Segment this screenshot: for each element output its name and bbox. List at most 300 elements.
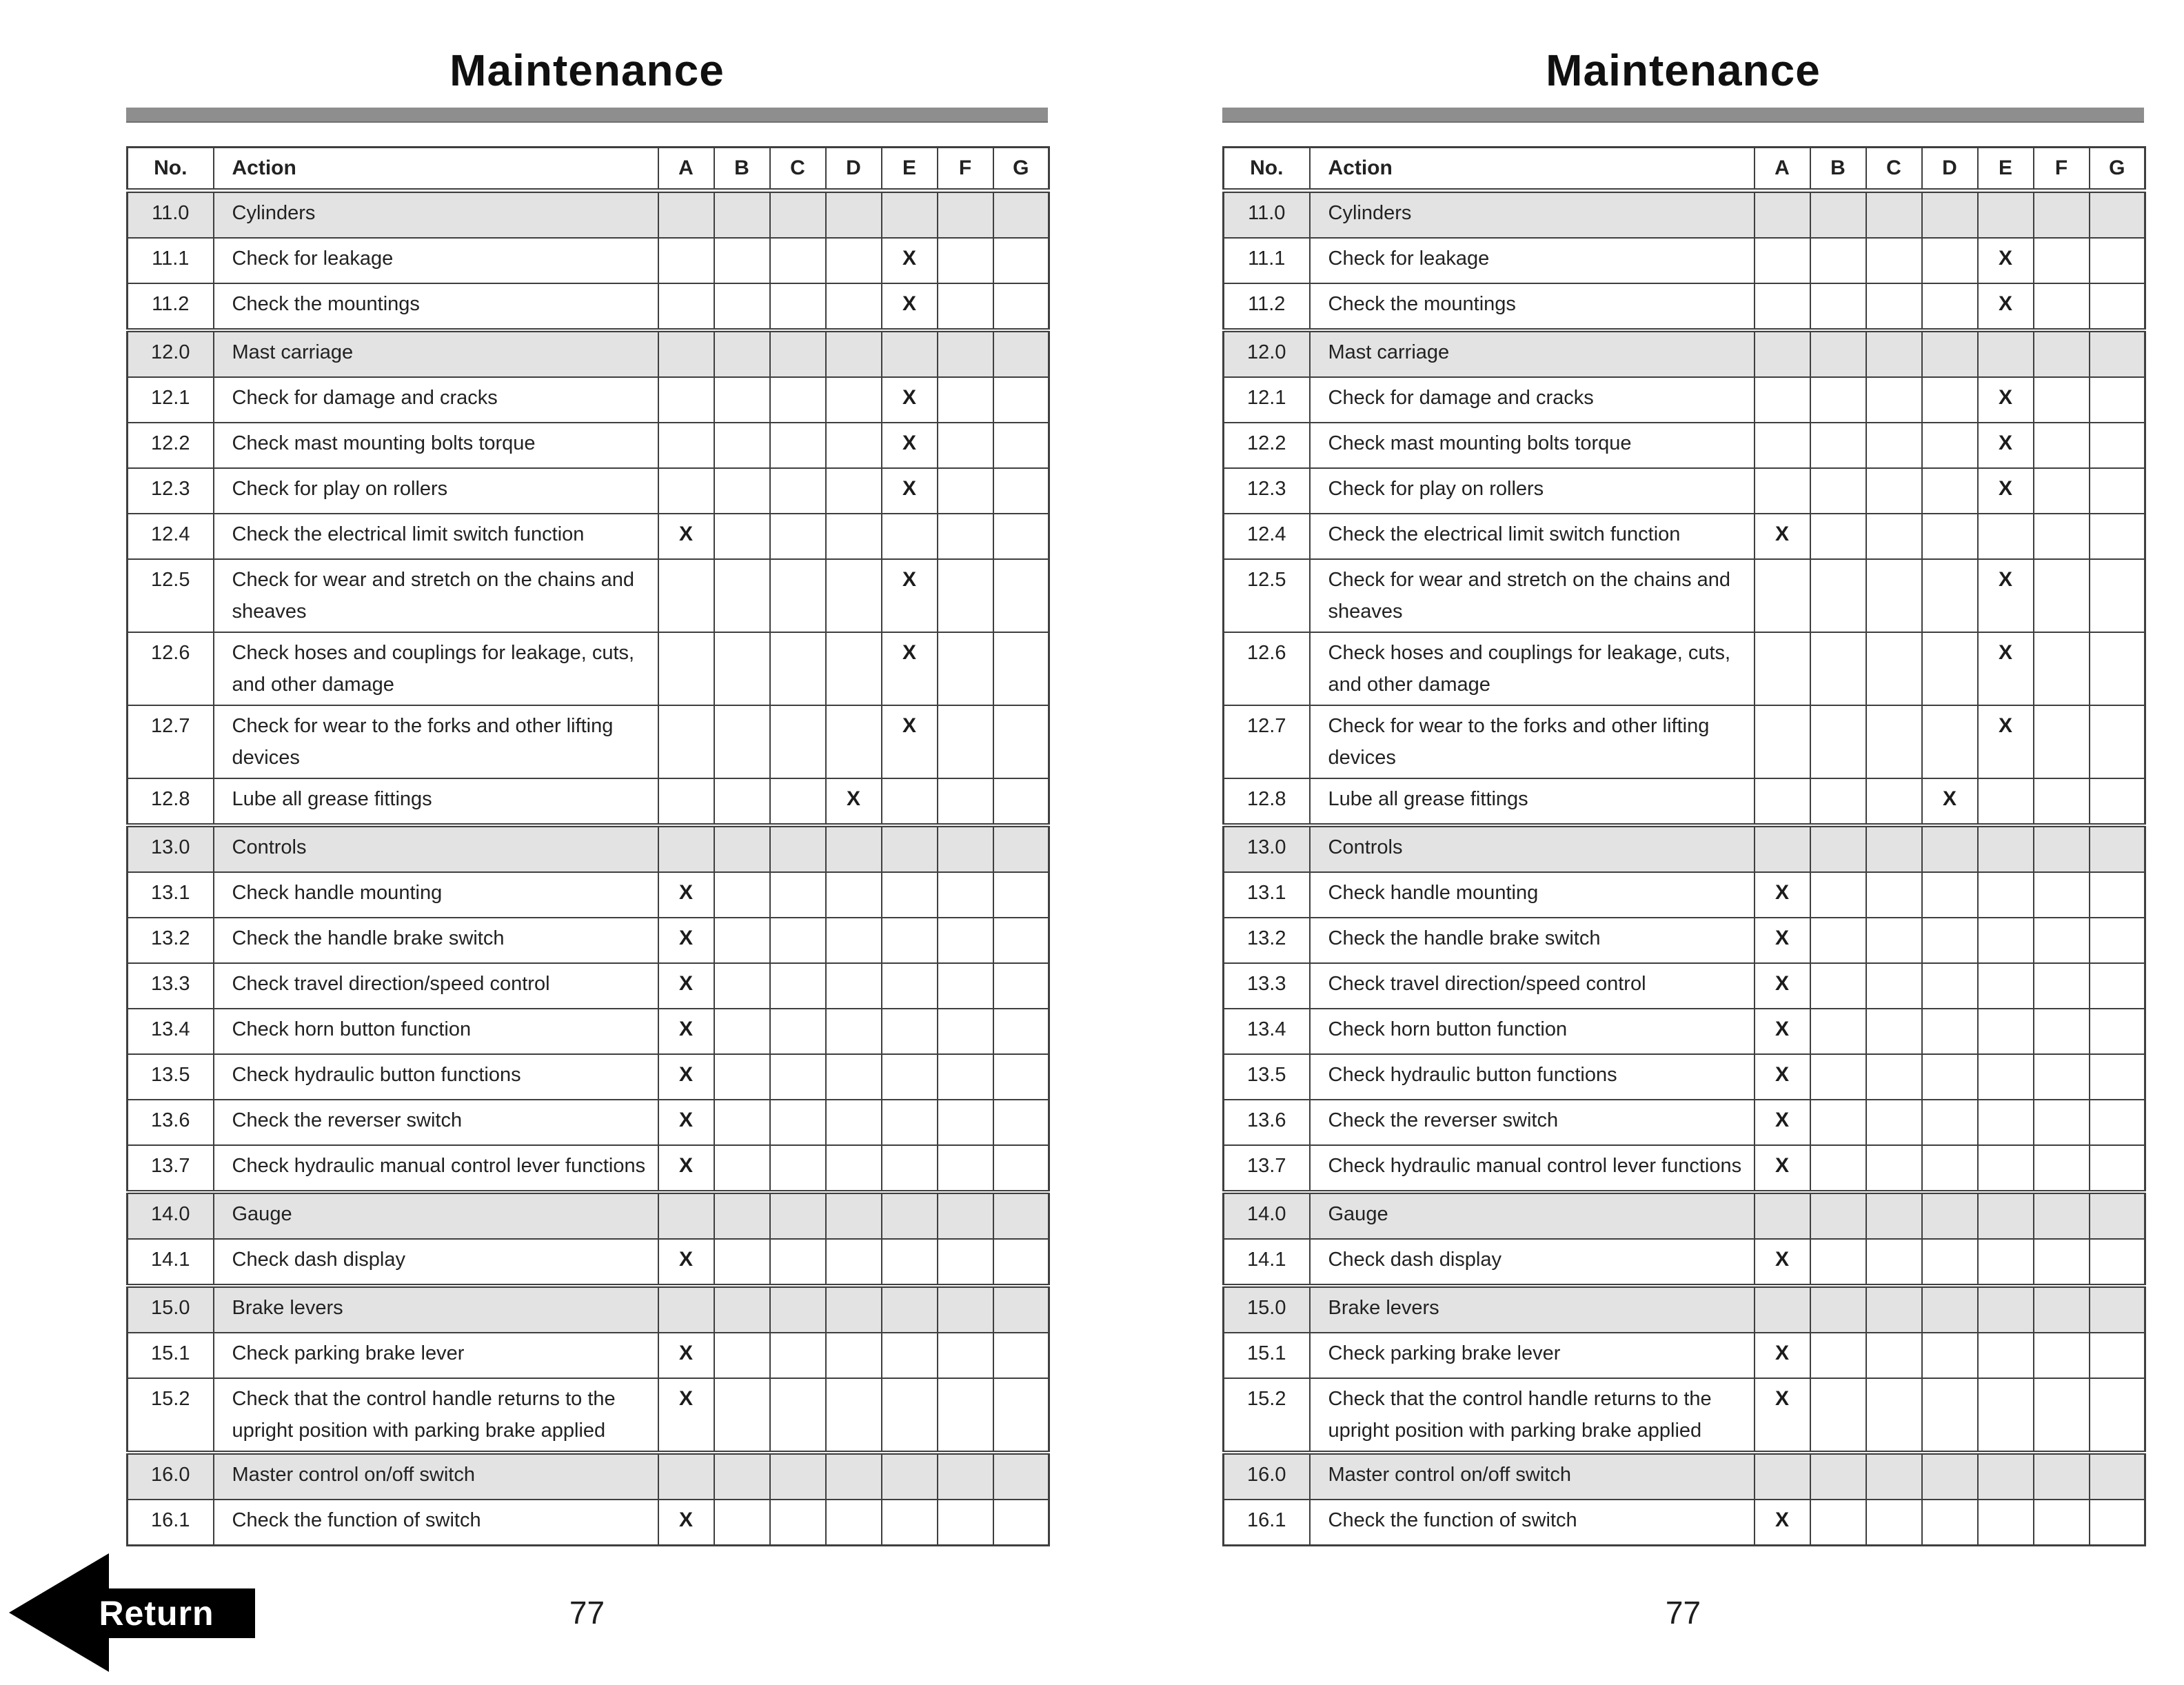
- interval-mark-cell-c: [770, 1453, 826, 1500]
- column-header-c: C: [770, 148, 826, 191]
- row-number: 16.0: [1224, 1453, 1310, 1500]
- checklist-row: [128, 1145, 1049, 1192]
- row-number: 15.2: [1224, 1378, 1310, 1453]
- interval-mark-cell-e: [882, 1378, 938, 1453]
- row-action: Check that the control handle returns to the upright position with parking brake applied: [1310, 1378, 1755, 1453]
- row-action: Gauge: [1310, 1192, 1755, 1239]
- interval-mark-cell-g: [993, 514, 1049, 559]
- interval-mark-cell-b: [714, 778, 770, 825]
- interval-mark-cell-c: [1866, 1239, 1922, 1286]
- interval-mark-cell-e: [882, 872, 938, 918]
- interval-mark-cell-g: [2090, 468, 2145, 514]
- row-action: Controls: [1310, 825, 1755, 872]
- interval-mark-cell-d: [826, 1286, 882, 1333]
- section-header-row: [1224, 1286, 2145, 1333]
- row-action: Check hydraulic button functions: [1310, 1054, 1755, 1100]
- row-action: Check hydraulic button functions: [214, 1054, 658, 1100]
- interval-mark-cell-c: [770, 1009, 826, 1054]
- interval-mark-cell-d: [826, 330, 882, 377]
- interval-mark-cell-g: [993, 705, 1049, 778]
- interval-mark-cell-e: [1978, 330, 2034, 377]
- column-header-g: G: [2090, 148, 2145, 191]
- interval-mark-cell-c: [770, 423, 826, 468]
- checklist-row: [128, 1054, 1049, 1100]
- row-action: Check hydraulic manual control lever functions: [214, 1145, 658, 1192]
- checklist-row: [1224, 1500, 2145, 1546]
- row-number: 16.0: [128, 1453, 214, 1500]
- row-number: 11.0: [128, 191, 214, 239]
- interval-mark-cell-c: [1866, 1054, 1922, 1100]
- column-header-no: No.: [128, 148, 214, 191]
- interval-mark-cell-a: X: [1755, 1378, 1810, 1453]
- interval-mark-cell-a: [658, 705, 714, 778]
- checklist-row: [128, 1239, 1049, 1286]
- row-number: 11.1: [128, 238, 214, 283]
- interval-mark-cell-d: X: [826, 778, 882, 825]
- section-header-row: [128, 1286, 1049, 1333]
- checklist-row: [1224, 1239, 2145, 1286]
- interval-mark-cell-a: [658, 559, 714, 632]
- interval-mark-cell-f: [938, 1453, 993, 1500]
- interval-mark-cell-c: [1866, 1192, 1922, 1239]
- section-header-row: [128, 330, 1049, 377]
- row-action: Check the electrical limit switch function: [214, 514, 658, 559]
- interval-mark-cell-d: [1922, 963, 1978, 1009]
- row-number: 13.6: [128, 1100, 214, 1145]
- column-header-d: D: [1922, 148, 1978, 191]
- interval-mark-cell-f: [938, 632, 993, 705]
- column-header-g: G: [993, 148, 1049, 191]
- interval-mark-cell-a: [658, 825, 714, 872]
- interval-mark-cell-a: [1755, 377, 1810, 423]
- interval-mark-cell-d: [1922, 191, 1978, 239]
- row-action: Check hoses and couplings for leakage, cuts, and other damage: [1310, 632, 1755, 705]
- interval-mark-cell-g: [2090, 778, 2145, 825]
- interval-mark-cell-e: X: [1978, 238, 2034, 283]
- interval-mark-cell-b: [1810, 825, 1866, 872]
- row-action: Check the handle brake switch: [214, 918, 658, 963]
- interval-mark-cell-g: [993, 1286, 1049, 1333]
- interval-mark-cell-f: [2034, 238, 2090, 283]
- interval-mark-cell-d: [1922, 1192, 1978, 1239]
- interval-mark-cell-d: [1922, 1333, 1978, 1378]
- row-action: Check for wear and stretch on the chains and sheaves: [214, 559, 658, 632]
- row-action: Check horn button function: [214, 1009, 658, 1054]
- interval-mark-cell-e: [1978, 514, 2034, 559]
- interval-mark-cell-c: [770, 514, 826, 559]
- interval-mark-cell-d: [826, 468, 882, 514]
- interval-mark-cell-d: [1922, 1500, 1978, 1546]
- row-action: Check travel direction/speed control: [214, 963, 658, 1009]
- interval-mark-cell-b: [714, 514, 770, 559]
- return-button-label: Return: [99, 1594, 214, 1633]
- interval-mark-cell-f: [938, 1009, 993, 1054]
- interval-mark-cell-e: [882, 1239, 938, 1286]
- return-button[interactable]: [9, 1553, 255, 1672]
- interval-mark-cell-f: [2034, 1500, 2090, 1546]
- interval-mark-cell-b: [1810, 1054, 1866, 1100]
- interval-mark-cell-a: [658, 632, 714, 705]
- interval-mark-cell-d: [826, 963, 882, 1009]
- interval-mark-cell-a: [1755, 559, 1810, 632]
- interval-mark-cell-e: X: [1978, 468, 2034, 514]
- interval-mark-cell-g: [993, 778, 1049, 825]
- row-action: Check for damage and cracks: [1310, 377, 1755, 423]
- interval-mark-cell-b: [1810, 330, 1866, 377]
- interval-mark-cell-g: [2090, 1453, 2145, 1500]
- row-number: 12.7: [128, 705, 214, 778]
- checklist-row: [128, 778, 1049, 825]
- interval-mark-cell-c: [1866, 1286, 1922, 1333]
- interval-mark-cell-g: [993, 1100, 1049, 1145]
- interval-mark-cell-e: [882, 1453, 938, 1500]
- interval-mark-cell-a: [658, 330, 714, 377]
- section-header-row: [1224, 330, 2145, 377]
- interval-mark-cell-e: [882, 191, 938, 239]
- checklist-row: [128, 468, 1049, 514]
- interval-mark-cell-e: [1978, 778, 2034, 825]
- row-action: Check hydraulic manual control lever functions: [1310, 1145, 1755, 1192]
- row-action: Cylinders: [1310, 191, 1755, 239]
- interval-mark-cell-f: [938, 1500, 993, 1546]
- interval-mark-cell-f: [938, 559, 993, 632]
- interval-mark-cell-d: [1922, 825, 1978, 872]
- interval-mark-cell-b: [1810, 778, 1866, 825]
- row-action: Check dash display: [214, 1239, 658, 1286]
- interval-mark-cell-e: [882, 1333, 938, 1378]
- row-number: 12.3: [128, 468, 214, 514]
- interval-mark-cell-b: [714, 423, 770, 468]
- interval-mark-cell-g: [2090, 1054, 2145, 1100]
- row-action: Check for damage and cracks: [214, 377, 658, 423]
- interval-mark-cell-b: [714, 1009, 770, 1054]
- interval-mark-cell-d: [1922, 1145, 1978, 1192]
- column-header-e: E: [1978, 148, 2034, 191]
- row-number: 13.3: [128, 963, 214, 1009]
- row-action: Check the reverser switch: [214, 1100, 658, 1145]
- interval-mark-cell-b: [1810, 514, 1866, 559]
- interval-mark-cell-b: [714, 559, 770, 632]
- interval-mark-cell-b: [714, 1286, 770, 1333]
- interval-mark-cell-c: [1866, 514, 1922, 559]
- interval-mark-cell-b: [714, 705, 770, 778]
- interval-mark-cell-a: [1755, 825, 1810, 872]
- interval-mark-cell-f: [2034, 1333, 2090, 1378]
- interval-mark-cell-f: [2034, 825, 2090, 872]
- checklist-row: [128, 632, 1049, 705]
- interval-mark-cell-d: [1922, 514, 1978, 559]
- interval-mark-cell-f: [938, 825, 993, 872]
- section-header-row: [128, 191, 1049, 239]
- page-right: [1222, 28, 2144, 1685]
- interval-mark-cell-g: [993, 377, 1049, 423]
- row-number: 12.6: [128, 632, 214, 705]
- row-number: 15.2: [128, 1378, 214, 1453]
- interval-mark-cell-b: [1810, 559, 1866, 632]
- checklist-row: [128, 377, 1049, 423]
- interval-mark-cell-e: [1978, 1286, 2034, 1333]
- interval-mark-cell-d: [1922, 330, 1978, 377]
- checklist-row: [128, 1500, 1049, 1546]
- interval-mark-cell-a: X: [658, 1054, 714, 1100]
- title-rule: [1222, 108, 2144, 123]
- interval-mark-cell-d: [826, 632, 882, 705]
- interval-mark-cell-d: [826, 1239, 882, 1286]
- interval-mark-cell-b: [714, 1054, 770, 1100]
- interval-mark-cell-a: [658, 191, 714, 239]
- interval-mark-cell-d: [1922, 1100, 1978, 1145]
- interval-mark-cell-b: [1810, 1453, 1866, 1500]
- row-action: Check handle mounting: [214, 872, 658, 918]
- interval-mark-cell-b: [1810, 1239, 1866, 1286]
- checklist-row: [128, 1100, 1049, 1145]
- interval-mark-cell-b: [1810, 377, 1866, 423]
- interval-mark-cell-e: X: [1978, 632, 2034, 705]
- interval-mark-cell-g: [2090, 1009, 2145, 1054]
- interval-mark-cell-b: [714, 283, 770, 330]
- interval-mark-cell-g: [2090, 1500, 2145, 1546]
- interval-mark-cell-e: [1978, 1453, 2034, 1500]
- interval-mark-cell-e: [1978, 1192, 2034, 1239]
- checklist-row: [1224, 872, 2145, 918]
- interval-mark-cell-d: [1922, 377, 1978, 423]
- interval-mark-cell-g: [993, 238, 1049, 283]
- row-number: 15.1: [1224, 1333, 1310, 1378]
- row-number: 13.6: [1224, 1100, 1310, 1145]
- interval-mark-cell-d: [1922, 1009, 1978, 1054]
- interval-mark-cell-b: [1810, 705, 1866, 778]
- interval-mark-cell-c: [770, 191, 826, 239]
- row-number: 12.1: [1224, 377, 1310, 423]
- checklist-row: [128, 283, 1049, 330]
- row-action: Mast carriage: [214, 330, 658, 377]
- interval-mark-cell-d: [826, 1054, 882, 1100]
- interval-mark-cell-d: [826, 1378, 882, 1453]
- page-title: Maintenance: [449, 46, 725, 95]
- interval-mark-cell-c: [1866, 963, 1922, 1009]
- interval-mark-cell-f: [2034, 1453, 2090, 1500]
- checklist-row: [128, 963, 1049, 1009]
- interval-mark-cell-c: [770, 238, 826, 283]
- interval-mark-cell-b: [714, 1453, 770, 1500]
- interval-mark-cell-d: [1922, 1378, 1978, 1453]
- interval-mark-cell-d: [826, 423, 882, 468]
- interval-mark-cell-f: [938, 1378, 993, 1453]
- interval-mark-cell-c: [1866, 468, 1922, 514]
- interval-mark-cell-d: [826, 514, 882, 559]
- interval-mark-cell-b: [1810, 1009, 1866, 1054]
- row-number: 14.0: [1224, 1192, 1310, 1239]
- page-number: 77: [569, 1595, 605, 1631]
- interval-mark-cell-c: [770, 963, 826, 1009]
- interval-mark-cell-c: [1866, 872, 1922, 918]
- interval-mark-cell-g: [2090, 330, 2145, 377]
- row-number: 12.8: [1224, 778, 1310, 825]
- interval-mark-cell-f: [2034, 778, 2090, 825]
- interval-mark-cell-g: [993, 872, 1049, 918]
- row-action: Check parking brake lever: [214, 1333, 658, 1378]
- interval-mark-cell-c: [770, 1100, 826, 1145]
- interval-mark-cell-c: [770, 283, 826, 330]
- interval-mark-cell-f: [938, 918, 993, 963]
- interval-mark-cell-g: [993, 559, 1049, 632]
- interval-mark-cell-c: [1866, 238, 1922, 283]
- row-number: 11.1: [1224, 238, 1310, 283]
- column-header-e: E: [882, 148, 938, 191]
- row-number: 13.0: [128, 825, 214, 872]
- interval-mark-cell-g: [2090, 963, 2145, 1009]
- interval-mark-cell-c: [1866, 1100, 1922, 1145]
- row-number: 13.5: [1224, 1054, 1310, 1100]
- checklist-row: [128, 423, 1049, 468]
- row-number: 12.6: [1224, 632, 1310, 705]
- interval-mark-cell-g: [2090, 1192, 2145, 1239]
- interval-mark-cell-b: [714, 330, 770, 377]
- interval-mark-cell-g: [993, 1054, 1049, 1100]
- interval-mark-cell-g: [2090, 1333, 2145, 1378]
- interval-mark-cell-a: [1755, 330, 1810, 377]
- interval-mark-cell-d: [826, 825, 882, 872]
- row-number: 13.3: [1224, 963, 1310, 1009]
- interval-mark-cell-e: [1978, 1239, 2034, 1286]
- interval-mark-cell-f: [2034, 1239, 2090, 1286]
- interval-mark-cell-f: [938, 1054, 993, 1100]
- checklist-row: [1224, 963, 2145, 1009]
- interval-mark-cell-f: [2034, 514, 2090, 559]
- interval-mark-cell-a: [1755, 1453, 1810, 1500]
- interval-mark-cell-a: X: [658, 872, 714, 918]
- column-header-action: Action: [1310, 148, 1755, 191]
- interval-mark-cell-c: [770, 705, 826, 778]
- interval-mark-cell-f: [2034, 1192, 2090, 1239]
- interval-mark-cell-c: [1866, 705, 1922, 778]
- interval-mark-cell-d: [1922, 238, 1978, 283]
- interval-mark-cell-g: [993, 1453, 1049, 1500]
- interval-mark-cell-a: X: [658, 1378, 714, 1453]
- row-number: 13.2: [1224, 918, 1310, 963]
- interval-mark-cell-c: [1866, 918, 1922, 963]
- interval-mark-cell-e: [882, 1500, 938, 1546]
- interval-mark-cell-a: X: [1755, 1009, 1810, 1054]
- section-header-row: [1224, 825, 2145, 872]
- interval-mark-cell-b: [1810, 468, 1866, 514]
- row-action: Check hoses and couplings for leakage, cuts, and other damage: [214, 632, 658, 705]
- row-number: 11.2: [128, 283, 214, 330]
- row-action: Check the function of switch: [214, 1500, 658, 1546]
- row-action: Check the function of switch: [1310, 1500, 1755, 1546]
- row-number: 15.0: [1224, 1286, 1310, 1333]
- interval-mark-cell-g: [2090, 1100, 2145, 1145]
- row-action: Check mast mounting bolts torque: [1310, 423, 1755, 468]
- interval-mark-cell-e: [882, 825, 938, 872]
- interval-mark-cell-b: [1810, 1100, 1866, 1145]
- checklist-row: [128, 514, 1049, 559]
- interval-mark-cell-g: [993, 330, 1049, 377]
- interval-mark-cell-f: [2034, 423, 2090, 468]
- interval-mark-cell-a: X: [1755, 1500, 1810, 1546]
- checklist-row: [1224, 1100, 2145, 1145]
- checklist-row: [1224, 238, 2145, 283]
- interval-mark-cell-a: X: [658, 918, 714, 963]
- row-action: Brake levers: [1310, 1286, 1755, 1333]
- checklist-row: [1224, 632, 2145, 705]
- checklist-row: [128, 1378, 1049, 1453]
- row-number: 14.1: [1224, 1239, 1310, 1286]
- interval-mark-cell-f: [938, 1192, 993, 1239]
- checklist-row: [1224, 283, 2145, 330]
- interval-mark-cell-g: [993, 1378, 1049, 1453]
- interval-mark-cell-a: X: [658, 1100, 714, 1145]
- row-number: 13.0: [1224, 825, 1310, 872]
- checklist-row: [1224, 778, 2145, 825]
- interval-mark-cell-f: [2034, 1054, 2090, 1100]
- row-action: Brake levers: [214, 1286, 658, 1333]
- interval-mark-cell-g: [2090, 423, 2145, 468]
- interval-mark-cell-a: [1755, 705, 1810, 778]
- interval-mark-cell-c: [770, 918, 826, 963]
- maintenance-checklist-table: [126, 146, 1050, 1546]
- interval-mark-cell-g: [2090, 238, 2145, 283]
- column-header-b: B: [1810, 148, 1866, 191]
- interval-mark-cell-d: [826, 1192, 882, 1239]
- checklist-row: [128, 705, 1049, 778]
- interval-mark-cell-c: [770, 468, 826, 514]
- interval-mark-cell-f: [938, 705, 993, 778]
- interval-mark-cell-d: [826, 705, 882, 778]
- interval-mark-cell-c: [770, 1145, 826, 1192]
- interval-mark-cell-e: [882, 1286, 938, 1333]
- interval-mark-cell-b: [714, 918, 770, 963]
- row-number: 16.1: [1224, 1500, 1310, 1546]
- interval-mark-cell-c: [1866, 1453, 1922, 1500]
- interval-mark-cell-g: [2090, 1286, 2145, 1333]
- interval-mark-cell-f: [2034, 963, 2090, 1009]
- row-action: Controls: [214, 825, 658, 872]
- interval-mark-cell-f: [2034, 283, 2090, 330]
- interval-mark-cell-f: [938, 238, 993, 283]
- interval-mark-cell-c: [1866, 1378, 1922, 1453]
- interval-mark-cell-a: X: [658, 1333, 714, 1378]
- interval-mark-cell-a: [1755, 191, 1810, 239]
- interval-mark-cell-e: X: [882, 423, 938, 468]
- interval-mark-cell-d: X: [1922, 778, 1978, 825]
- interval-mark-cell-g: [993, 825, 1049, 872]
- interval-mark-cell-d: [1922, 559, 1978, 632]
- row-action: Check for leakage: [1310, 238, 1755, 283]
- interval-mark-cell-b: [714, 238, 770, 283]
- interval-mark-cell-e: X: [882, 632, 938, 705]
- interval-mark-cell-b: [1810, 283, 1866, 330]
- checklist-row: [1224, 1378, 2145, 1453]
- checklist-row: [1224, 423, 2145, 468]
- interval-mark-cell-c: [770, 377, 826, 423]
- interval-mark-cell-e: [882, 918, 938, 963]
- row-action: Check the reverser switch: [1310, 1100, 1755, 1145]
- interval-mark-cell-e: X: [1978, 559, 2034, 632]
- table-header-row: [128, 148, 1049, 191]
- interval-mark-cell-b: [1810, 872, 1866, 918]
- column-header-no: No.: [1224, 148, 1310, 191]
- interval-mark-cell-e: [882, 1192, 938, 1239]
- row-action: Lube all grease fittings: [1310, 778, 1755, 825]
- interval-mark-cell-d: [826, 1453, 882, 1500]
- interval-mark-cell-f: [938, 468, 993, 514]
- interval-mark-cell-d: [1922, 283, 1978, 330]
- row-number: 16.1: [128, 1500, 214, 1546]
- interval-mark-cell-b: [1810, 1286, 1866, 1333]
- interval-mark-cell-b: [1810, 191, 1866, 239]
- interval-mark-cell-b: [1810, 918, 1866, 963]
